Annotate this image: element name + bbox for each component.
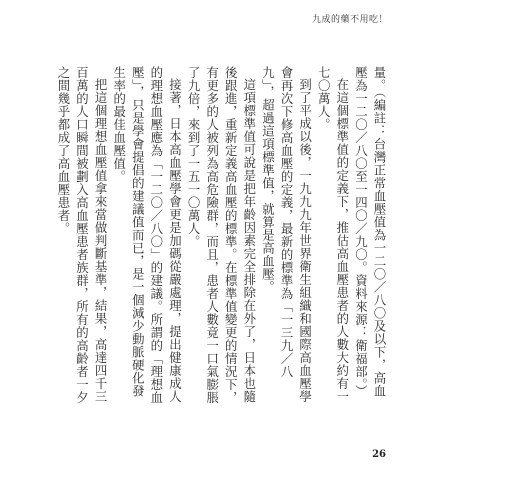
paragraph: 這項標準值可說是把年齡因素完全排除在外了，日本也隨後跟進，重新定義高血壓的標準。在標準值變更的情況下，有更多的人被列為高危險群，而且，患者人數竟一口氣膨脹了九倍，來到了一五一〇萬人。: [186, 66, 257, 404]
paragraph: 把這個理想血壓值拿來當做判斷基準，結果，高達四千三百萬的人口瞬間被劃入高血壓患者族群，所有的高齡者一夕之間幾乎都成了高血壓患者。: [55, 66, 109, 404]
paragraph: 到了平成以後，一九九九年世界衛生組織和國際高血壓學會再次下修高血壓的定義，最新的標準為「一三九／八九」，超過這項標準值，就算是高血壓。: [260, 66, 313, 404]
page-number: 26: [372, 449, 386, 460]
paragraph: 接著，日本高血壓學會更是加碼從嚴處理，提出健康成人的理想血壓應為「一二〇／八〇」的建議。所謂的「理想血壓」，只是學會提倡的建議值而已，是一個減少動脈硬化發生率的最佳血壓值。: [111, 66, 183, 404]
paragraph: 在這個標準值的定義下，推估高血壓患者的人數大約有一七〇萬人。: [316, 66, 350, 404]
body-text: [55, 66, 388, 406]
running-header: 九成的藥不用吃！: [311, 15, 388, 25]
paragraph: 量。（編註：台灣正常血壓值為一二〇／八〇及以下，高血壓為一二〇／八〇至一四〇／九〇。資料來源：衛福部。）: [353, 66, 387, 398]
